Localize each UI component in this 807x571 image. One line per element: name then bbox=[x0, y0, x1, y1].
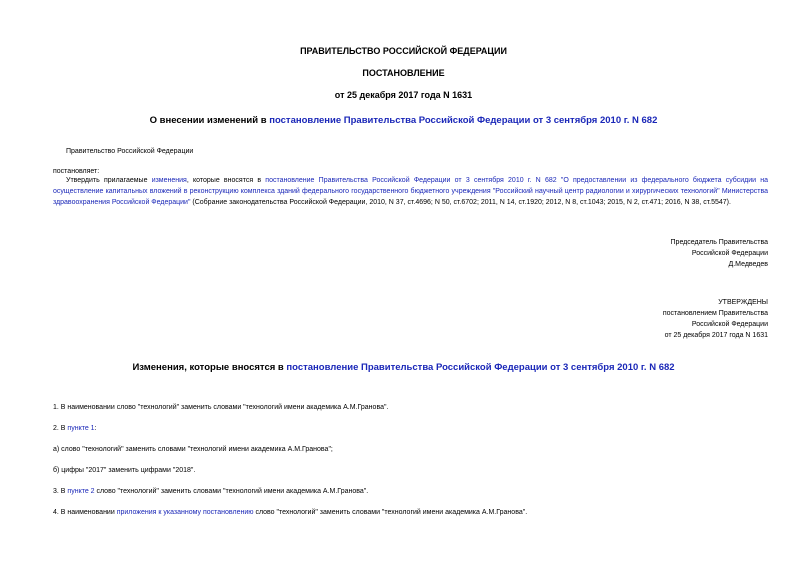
main-paragraph bbox=[53, 175, 768, 208]
approved-label: УТВЕРЖДЕНЫ bbox=[718, 299, 768, 306]
item-4-link[interactable]: приложения к указанному постановлению bbox=[116, 509, 254, 516]
title-decree-link[interactable]: постановление Правительства Российской Федерации от 3 сентября 2010 г. N 682 bbox=[269, 115, 658, 126]
signature-country: Российской Федерации bbox=[691, 250, 768, 257]
decrees-text: постановляет: bbox=[53, 168, 100, 175]
item-2-link[interactable]: пункте 1 bbox=[67, 425, 95, 432]
approved-date: от 25 декабря 2017 года N 1631 bbox=[664, 332, 768, 339]
item-3-prefix: 3. В bbox=[53, 488, 68, 495]
item-3 bbox=[53, 486, 368, 497]
item-4-suffix: слово "технологий" заменить словами "технологий имени академика А.М.Гранова". bbox=[253, 509, 528, 516]
p1-start: Утвердить прилагаемые bbox=[66, 177, 152, 184]
changes-title-decree-link[interactable]: постановление Правительства Российской Федерации от 3 сентября 2010 г. N 682 bbox=[286, 362, 675, 373]
item-4 bbox=[53, 507, 527, 518]
document-title-prefix: О внесении изменений в bbox=[149, 115, 270, 126]
decree-682-link[interactable]: постановление Правительства Российской Федерации от 3 сентября 2010 г. N 682 "О предоставлении из федерального бюджета субсидии на осуществление капитальных вложений в реконструкцию комплекса зданий федерального государственного бюджетного учреждения "Российский научный центр радиологии и хирургических технологий" Министерства здравоохранения Российской Федерации" bbox=[53, 177, 768, 206]
approved-country: Российской Федерации bbox=[691, 321, 768, 328]
signature-name: Д.Медведев bbox=[728, 261, 768, 268]
item-2 bbox=[53, 423, 97, 434]
document-title bbox=[0, 115, 807, 126]
signature-block bbox=[468, 237, 768, 270]
approved-by: постановлением Правительства bbox=[662, 310, 768, 317]
changes-title bbox=[0, 362, 807, 373]
item-3-link[interactable]: пункте 2 bbox=[67, 488, 95, 495]
p1-mid: , которые вносятся в bbox=[186, 177, 266, 184]
doc-date-number: от 25 декабря 2017 года N 1631 bbox=[334, 90, 473, 100]
item-1: 1. В наименовании слово "технологий" заменить словами "технологий имени академика А.М.Гранова". bbox=[53, 404, 389, 411]
item-2a: а) слово "технологий" заменить словами "технологий имени академика А.М.Гранова"; bbox=[53, 446, 333, 453]
changes-link[interactable]: изменения bbox=[151, 177, 187, 184]
item-2-prefix: 2. В bbox=[53, 425, 68, 432]
government-heading: ПРАВИТЕЛЬСТВО РОССИЙСКОЙ ФЕДЕРАЦИИ bbox=[300, 46, 507, 56]
item-2-suffix: : bbox=[94, 425, 97, 432]
item-3-suffix: слово "технологий" заменить словами "технологий имени академика А.М.Гранова". bbox=[94, 488, 369, 495]
p1-tail: (Собрание законодательства Российской Федерации, 2010, N 37, ст.4696; N 50, ст.6702; 2011, N 14, ст.1920; 2012, N 8, ст.1043; 2015, N 2, ст.471; 2016, N 38, ст.5547). bbox=[190, 199, 731, 206]
signature-position: Председатель Правительства bbox=[670, 239, 768, 246]
approved-block bbox=[468, 297, 768, 341]
doc-type-heading: ПОСТАНОВЛЕНИЕ bbox=[362, 68, 445, 78]
issuer-text: Правительство Российской Федерации bbox=[66, 148, 194, 155]
changes-title-prefix: Изменения, которые вносятся в bbox=[132, 362, 287, 373]
item-2b: б) цифры "2017" заменить цифрами "2018". bbox=[53, 467, 196, 474]
item-4-prefix: 4. В наименовании bbox=[53, 509, 117, 516]
